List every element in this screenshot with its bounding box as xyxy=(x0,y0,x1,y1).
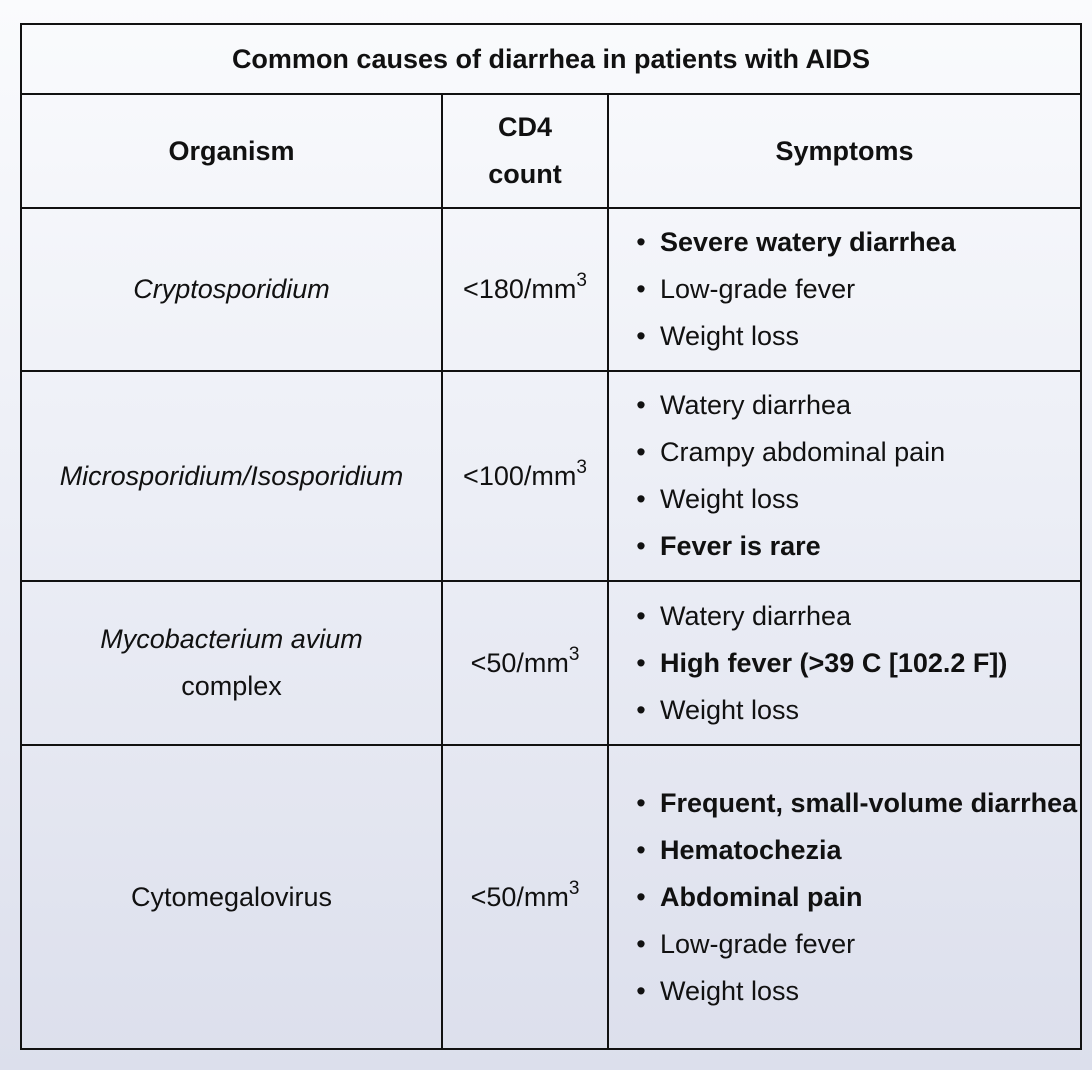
symptom-item xyxy=(631,921,1080,968)
cd4-cell xyxy=(442,581,608,745)
symptom-text: Weight loss xyxy=(660,694,800,725)
bullet-icon: • xyxy=(636,600,646,631)
cd4-cell xyxy=(442,745,608,1049)
bullet-icon: • xyxy=(636,227,646,257)
cd4-value: <50/mm xyxy=(470,881,569,912)
table-row xyxy=(21,371,1081,581)
cd4-cell xyxy=(442,208,608,371)
symptoms-cell xyxy=(608,208,1081,371)
symptom-item xyxy=(631,687,1080,734)
symptom-item xyxy=(631,523,1080,570)
symptom-text: Severe watery diarrhea xyxy=(660,227,956,257)
symptom-item xyxy=(631,313,1080,360)
bullet-icon: • xyxy=(636,484,646,514)
cd4-cell xyxy=(442,371,608,581)
organism-name: Cytomegalovirus xyxy=(130,881,333,912)
table-title: Common causes of diarrhea in patients with AIDS xyxy=(21,24,1081,94)
organism-cell xyxy=(21,581,442,745)
table-row xyxy=(21,208,1081,371)
symptoms-cell xyxy=(608,581,1081,745)
diarrhea-causes-table xyxy=(20,23,1082,1050)
bullet-icon: • xyxy=(636,694,646,725)
header-symptoms: Symptoms xyxy=(608,94,1081,208)
bullet-icon: • xyxy=(636,531,646,561)
symptom-text: Hematochezia xyxy=(660,834,842,865)
bullet-icon: • xyxy=(636,390,646,420)
symptoms-cell xyxy=(608,745,1081,1049)
cd4-value: <100/mm xyxy=(463,460,577,491)
symptoms-cell xyxy=(608,371,1081,581)
bullet-icon: • xyxy=(636,928,646,959)
symptom-item xyxy=(631,382,1080,429)
bullet-icon: • xyxy=(636,834,646,865)
organism-cell xyxy=(21,371,442,581)
cd4-value: <180/mm xyxy=(463,274,577,304)
symptom-item xyxy=(631,476,1080,523)
bullet-icon: • xyxy=(636,787,646,818)
symptom-item xyxy=(631,219,1080,266)
cd4-value: <50/mm xyxy=(470,647,569,678)
bullet-icon: • xyxy=(636,437,646,467)
cd4-exponent: 3 xyxy=(568,877,580,899)
symptom-text: Weight loss xyxy=(660,484,800,514)
organism-cell xyxy=(21,208,442,371)
header-cd4-count xyxy=(442,94,608,208)
organism-name: Mycobacterium avium xyxy=(100,624,363,654)
bullet-icon: • xyxy=(636,647,646,678)
symptom-text: Weight loss xyxy=(660,321,800,351)
symptom-text: Watery diarrhea xyxy=(660,390,852,420)
symptom-item xyxy=(631,968,1080,1015)
bullet-icon: • xyxy=(636,321,646,351)
header-organism: Organism xyxy=(21,94,442,208)
symptom-text: Low-grade fever xyxy=(660,928,856,959)
cd4-exponent: 3 xyxy=(568,643,580,665)
organism-name: Microsporidium/Isosporidium xyxy=(59,460,404,491)
symptom-text: Low-grade fever xyxy=(660,274,856,304)
symptom-text: Frequent, small-volume diarrhea xyxy=(660,787,1078,818)
header-cd4-line1: CD4 xyxy=(497,112,552,142)
bullet-icon: • xyxy=(636,881,646,912)
symptoms-list xyxy=(609,780,1080,1015)
symptom-item xyxy=(631,593,1080,640)
symptom-text: Watery diarrhea xyxy=(660,600,852,631)
symptom-text: High fever (>39 C [102.2 F]) xyxy=(660,647,1008,678)
symptoms-list xyxy=(609,382,1080,570)
table-row xyxy=(21,745,1081,1049)
organism-cell xyxy=(21,745,442,1049)
symptoms-list xyxy=(609,219,1080,360)
symptom-text: Fever is rare xyxy=(660,531,821,561)
header-cd4-line2: count xyxy=(488,159,562,189)
symptom-item xyxy=(631,874,1080,921)
bullet-icon: • xyxy=(636,274,646,304)
bullet-icon: • xyxy=(636,975,646,1006)
symptom-item xyxy=(631,640,1080,687)
symptom-text: Crampy abdominal pain xyxy=(660,437,946,467)
symptom-item xyxy=(631,780,1080,827)
table-row xyxy=(21,581,1081,745)
cd4-exponent: 3 xyxy=(576,456,587,478)
symptom-text: Weight loss xyxy=(660,975,800,1006)
symptoms-list xyxy=(609,593,1080,734)
organism-name-line2: complex xyxy=(181,671,282,701)
symptom-text: Abdominal pain xyxy=(660,881,863,912)
symptom-item xyxy=(631,266,1080,313)
symptom-item xyxy=(631,429,1080,476)
cd4-exponent: 3 xyxy=(576,270,587,291)
organism-name: Cryptosporidium xyxy=(133,274,330,304)
symptom-item xyxy=(631,827,1080,874)
